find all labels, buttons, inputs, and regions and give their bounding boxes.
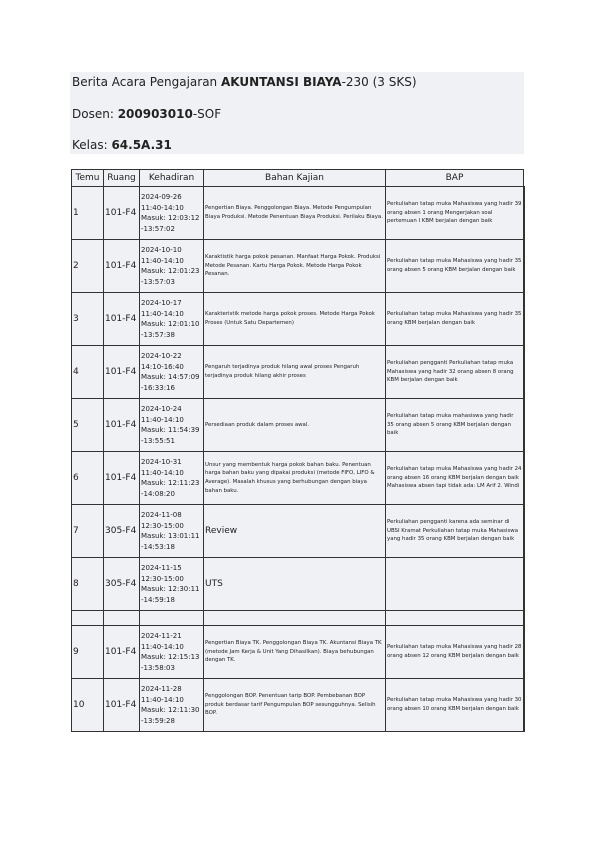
room-text: 101-F4 bbox=[105, 473, 137, 483]
study-material-text: Karaktistik harga pokok pesanan. Manfaat Harga Pokok. Produksi Metode Pesanan. Kartu Harga Pokok. Metode Harga Pokok Pesanan. bbox=[205, 254, 381, 278]
room-text: 101-F4 bbox=[105, 261, 137, 271]
study-material bbox=[204, 187, 386, 240]
study-material-text: Pengaruh terjadinya produk hilang awal proses Pengaruh terjadinya produk hilang akhir proses bbox=[205, 364, 360, 379]
attendance-in: Masuk: 12:15:13 bbox=[141, 653, 200, 661]
meeting-number-text: 5 bbox=[73, 420, 79, 430]
attendance-out: -13:57:38 bbox=[141, 330, 175, 339]
column-header: Kehadiran bbox=[140, 170, 204, 187]
attendance-out: -13:57:02 bbox=[141, 224, 175, 233]
table-row bbox=[72, 187, 524, 240]
attendance-date: 2024-10-22 bbox=[141, 352, 182, 360]
attendance-out: -14:08:20 bbox=[141, 489, 175, 498]
room bbox=[104, 187, 140, 240]
column-header: Ruang bbox=[104, 170, 140, 187]
attendance-date: 2024-09-26 bbox=[141, 193, 182, 201]
bap-notes bbox=[386, 187, 524, 240]
attendance-date: 2024-10-17 bbox=[141, 299, 182, 307]
study-material-text: Karakteristik metode harga pokok proses. Metode Harga Pokok Proses (Untuk Satu Departemen) bbox=[205, 311, 375, 326]
bap-notes-text: Perkuliahan tatap muka Mahasiswa yang hadir 35 orang KBM berjalan dengan baik bbox=[387, 311, 522, 326]
room bbox=[104, 505, 140, 558]
course-name: AKUNTANSI BIAYA bbox=[220, 75, 342, 89]
study-material-text: Pengertian Biaya. Penggolongan Biaya. Metode Pengumpulan Biaya Produksi. Metode Penentuan Biaya Produksi. Perilaku Biaya. bbox=[205, 205, 383, 220]
attendance-date: 2024-11-28 bbox=[141, 685, 182, 693]
bap-notes-text: Perkuliahan pengganti Perkuliahan tatap muka Mahasiswa yang hadir 32 orang absen 8 orang KBM berjalan dengan baik bbox=[387, 360, 514, 384]
attendance-in: Masuk: 13:01:11 bbox=[141, 532, 200, 540]
class-label: Kelas: bbox=[72, 138, 112, 152]
bap-notes-text: Perkuliahan tatap muka Mahasiswa yang hadir 39 orang absen 1 orang Mengerjakan soal pertemuan I KBM berjalan dengan baik bbox=[387, 201, 522, 225]
table-row bbox=[72, 293, 524, 346]
meeting-number bbox=[72, 558, 104, 611]
meeting-number-text: 3 bbox=[73, 314, 79, 324]
empty-cell bbox=[104, 611, 140, 626]
meeting-number bbox=[72, 293, 104, 346]
attendance-time: 12:30-15:00 bbox=[141, 521, 184, 530]
attendance-time: 11:40-14:10 bbox=[141, 256, 184, 265]
meeting-number bbox=[72, 452, 104, 505]
attendance-cell bbox=[140, 187, 204, 240]
meeting-number-text: 1 bbox=[73, 208, 79, 218]
lecturer-label: Dosen: bbox=[72, 107, 118, 121]
study-material-text: Unsur yang membentuk harga pokok bahan baku. Penentuan harga bahan baku yang dipakai produksi (metode FIFO, LIFO & Average). Masalah khusus yang berhubungan dengan biaya bahan baku. bbox=[205, 461, 375, 494]
meeting-number bbox=[72, 399, 104, 452]
room bbox=[104, 558, 140, 611]
attendance-out: -14:59:18 bbox=[141, 595, 175, 604]
attendance-cell bbox=[140, 679, 204, 732]
room-text: 305-F4 bbox=[105, 526, 137, 536]
lecturer-code: -SOF bbox=[192, 107, 222, 121]
column-header: BAP bbox=[386, 170, 524, 187]
bap-notes bbox=[386, 679, 524, 732]
meeting-number bbox=[72, 679, 104, 732]
bap-notes bbox=[386, 626, 524, 679]
study-material-text: UTS bbox=[205, 578, 223, 589]
bap-notes bbox=[386, 399, 524, 452]
study-material bbox=[204, 293, 386, 346]
attendance-date: 2024-11-21 bbox=[141, 632, 182, 640]
attendance-in: Masuk: 12:01:10 bbox=[141, 320, 200, 328]
room-text: 101-F4 bbox=[105, 367, 137, 377]
bap-notes-text: Perkuliahan tatap muka mahasiswa yang hadir 35 orang absen 5 orang KBM berjalan dengan baik bbox=[387, 413, 514, 437]
attendance-time: 11:40-14:10 bbox=[141, 309, 184, 318]
attendance-date: 2024-10-24 bbox=[141, 405, 182, 413]
attendance-out: -13:55:51 bbox=[141, 436, 175, 445]
room bbox=[104, 293, 140, 346]
course-code: -230 (3 SKS) bbox=[341, 75, 417, 89]
meeting-number bbox=[72, 240, 104, 293]
room bbox=[104, 240, 140, 293]
meeting-number-text: 7 bbox=[73, 526, 79, 536]
study-material bbox=[204, 679, 386, 732]
attendance-cell bbox=[140, 399, 204, 452]
attendance-in: Masuk: 12:03:12 bbox=[141, 214, 200, 222]
bap-notes-text: Perkuliahan tatap muka Mahasiswa yang hadir 28 orang absen 12 orang KBM berjalan dengan baik bbox=[387, 644, 522, 659]
table-row bbox=[72, 679, 524, 732]
attendance-out: -13:59:28 bbox=[141, 716, 175, 725]
bap-notes bbox=[386, 346, 524, 399]
study-material-text: Persediaan produk dalam proses awal. bbox=[205, 421, 310, 428]
table-row bbox=[72, 346, 524, 399]
room bbox=[104, 626, 140, 679]
attendance-cell bbox=[140, 452, 204, 505]
table-row bbox=[72, 505, 524, 558]
empty-cell bbox=[72, 611, 104, 626]
title-line bbox=[72, 75, 417, 89]
table-row bbox=[72, 452, 524, 505]
meeting-number-text: 2 bbox=[73, 261, 79, 271]
attendance-cell bbox=[140, 240, 204, 293]
attendance-in: Masuk: 12:11:30 bbox=[141, 706, 200, 714]
empty-cell bbox=[204, 611, 386, 626]
table-row-empty bbox=[72, 611, 524, 626]
study-material bbox=[204, 505, 386, 558]
table-row bbox=[72, 399, 524, 452]
attendance-time: 11:40-14:10 bbox=[141, 468, 184, 477]
bap-notes-text: Perkuliahan tatap muka Mahasiswa yang hadir 35 orang absen 5 orang KBM berjalan dengan baik bbox=[387, 258, 522, 273]
meeting-number-text: 6 bbox=[73, 473, 79, 483]
meeting-number bbox=[72, 505, 104, 558]
bap-notes bbox=[386, 452, 524, 505]
bap-notes-text: Perkuliahan tatap muka Mahasiswa yang hadir 24 orang absen 16 orang KBM berjalan dengan baik Mahasiswa absen tapi tidak ada: LM Arif 2. Windi bbox=[387, 466, 522, 490]
attendance-out: -13:57:03 bbox=[141, 277, 175, 286]
bap-notes bbox=[386, 293, 524, 346]
class-value: 64.5A.31 bbox=[111, 138, 172, 152]
attendance-out: -14:53:18 bbox=[141, 542, 175, 551]
attendance-date: 2024-10-31 bbox=[141, 458, 182, 466]
room bbox=[104, 452, 140, 505]
study-material bbox=[204, 346, 386, 399]
meeting-number-text: 8 bbox=[73, 579, 79, 589]
attendance-in: Masuk: 11:54:39 bbox=[141, 426, 200, 434]
attendance-in: Masuk: 12:11:23 bbox=[141, 479, 200, 487]
bap-notes-text: Perkuliahan tatap muka Mahasiswa yang hadir 30 orang absen 10 orang KBM berjalan dengan baik bbox=[387, 697, 522, 712]
meeting-number bbox=[72, 187, 104, 240]
room-text: 305-F4 bbox=[105, 579, 137, 589]
empty-cell bbox=[140, 611, 204, 626]
bap-notes-text: Perkuliahan pengganti karena ada seminar di UBSI Kramat Perkuliahan tatap muka Mahasiswa yang hadir 35 orang KBM berjalan dengan baik bbox=[387, 519, 519, 543]
room-text: 101-F4 bbox=[105, 420, 137, 430]
attendance-date: 2024-10-10 bbox=[141, 246, 182, 254]
column-header: Bahan Kajian bbox=[204, 170, 386, 187]
table-row bbox=[72, 558, 524, 611]
title-prefix: Berita Acara Pengajaran bbox=[72, 75, 221, 89]
attendance-out: -16:33:16 bbox=[141, 383, 175, 392]
attendance-time: 11:40-14:10 bbox=[141, 415, 184, 424]
lecturer-line bbox=[72, 107, 221, 121]
study-material bbox=[204, 240, 386, 293]
room-text: 101-F4 bbox=[105, 700, 137, 710]
study-material bbox=[204, 399, 386, 452]
attendance-cell bbox=[140, 626, 204, 679]
attendance-in: Masuk: 12:01:23 bbox=[141, 267, 200, 275]
bap-notes bbox=[386, 558, 524, 611]
attendance-time: 11:40-14:10 bbox=[141, 695, 184, 704]
lecturer-id: 200903010 bbox=[117, 107, 193, 121]
attendance-time: 12:30-15:00 bbox=[141, 574, 184, 583]
attendance-in: Masuk: 12:30:11 bbox=[141, 585, 200, 593]
attendance-time: 11:40-14:10 bbox=[141, 642, 184, 651]
room-text: 101-F4 bbox=[105, 314, 137, 324]
class-line bbox=[72, 138, 172, 152]
meeting-number bbox=[72, 626, 104, 679]
room-text: 101-F4 bbox=[105, 208, 137, 218]
study-material-text: Pengertian Biaya TK. Penggolongan Biaya TK. Akuntansi Biaya TK (metode Jam Kerja & Unit Yang Dihasilkan). Biaya behubungan dengan TK. bbox=[205, 640, 382, 664]
meeting-number-text: 9 bbox=[73, 647, 79, 657]
room-text: 101-F4 bbox=[105, 647, 137, 657]
document-header bbox=[70, 72, 524, 154]
meeting-number bbox=[72, 346, 104, 399]
attendance-cell bbox=[140, 346, 204, 399]
empty-cell bbox=[386, 611, 524, 626]
bap-notes bbox=[386, 240, 524, 293]
meeting-number-text: 10 bbox=[73, 700, 85, 710]
study-material bbox=[204, 558, 386, 611]
room bbox=[104, 679, 140, 732]
attendance-cell bbox=[140, 558, 204, 611]
attendance-date: 2024-11-15 bbox=[141, 564, 182, 572]
study-material-text: Review bbox=[205, 525, 238, 536]
attendance-time: 11:40-14:10 bbox=[141, 203, 184, 212]
table-row bbox=[72, 240, 524, 293]
attendance-out: -13:58:03 bbox=[141, 663, 175, 672]
attendance-table bbox=[71, 169, 525, 732]
room bbox=[104, 346, 140, 399]
table-header-row bbox=[72, 170, 524, 187]
meeting-number-text: 4 bbox=[73, 367, 79, 377]
attendance-cell bbox=[140, 293, 204, 346]
bap-notes bbox=[386, 505, 524, 558]
study-material bbox=[204, 626, 386, 679]
study-material-text: Penggolongan BOP. Penentuan tarip BOP. Pembebanan BOP produk berdasar tarif Pengumpulan BOP sesungguhnya. Selisih BOP. bbox=[205, 693, 376, 717]
table-row bbox=[72, 626, 524, 679]
room bbox=[104, 399, 140, 452]
attendance-cell bbox=[140, 505, 204, 558]
attendance-date: 2024-11-08 bbox=[141, 511, 182, 519]
attendance-time: 14:10-16:40 bbox=[141, 362, 184, 371]
attendance-in: Masuk: 14:57:09 bbox=[141, 373, 200, 381]
column-header: Temu bbox=[72, 170, 104, 187]
study-material bbox=[204, 452, 386, 505]
